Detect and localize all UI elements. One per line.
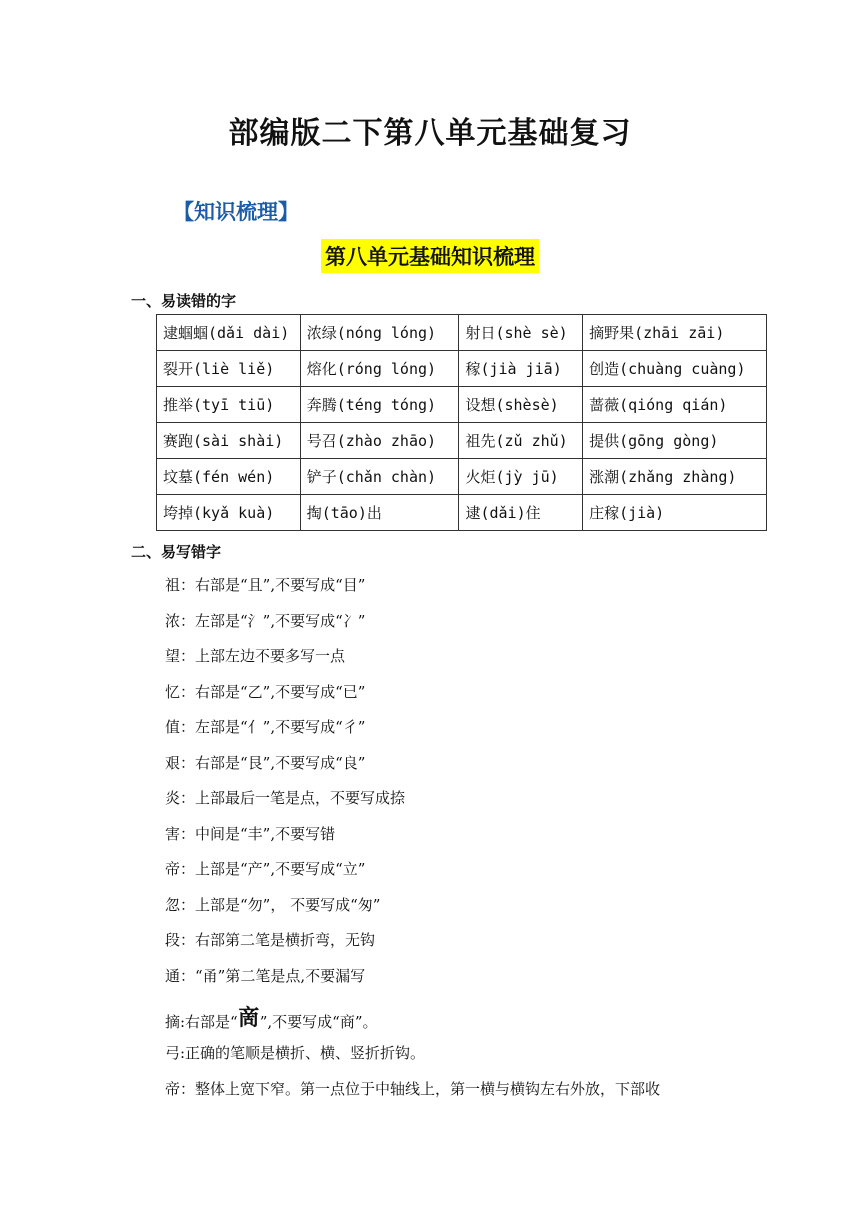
list-item: 弓:正确的笔顺是横折、横、竖折折钩。 — [165, 1044, 426, 1062]
list-item: 值：左部是“亻”,不要写成“彳” — [165, 718, 366, 736]
rule-prefix: 摘:右部是“ — [165, 1013, 238, 1031]
table-row — [157, 351, 767, 387]
rules-list — [165, 573, 660, 1112]
large-character: 啇 — [237, 1005, 260, 1031]
list-item: 忆：右部是“乙”,不要写成“已” — [165, 682, 366, 701]
table-row — [157, 387, 767, 423]
table-cell: 射日(shè sè) — [459, 315, 583, 351]
table-cell: 火炬(jỳ jū) — [459, 459, 583, 495]
subtitle-highlight: 第八单元基础知识梳理 — [321, 239, 539, 273]
table-cell: 垮掉(kyǎ kuà) — [157, 495, 301, 531]
table-row — [157, 315, 767, 351]
table-row — [157, 495, 767, 531]
table-cell: 赛跑(sài shài) — [157, 423, 301, 459]
list-item: 帝：上部是“产”,不要写成“立” — [165, 860, 366, 878]
list-item: 祖：右部是“且”,不要写成“目” — [165, 576, 366, 594]
table-cell: 涨潮(zhǎng zhàng) — [583, 459, 767, 495]
table-cell: 逮(dǎi)住 — [459, 495, 583, 531]
list-item: 帝：整体上宽下窄。第一点位于中轴线上，第一横与横钩左右外放，下部收 — [165, 1079, 661, 1098]
section2-heading: 二、易写错字 — [131, 543, 222, 561]
table-cell: 推举(tyī tiū) — [157, 387, 301, 423]
table-cell: 坟墓(fén wén) — [157, 459, 301, 495]
table-cell: 祖先(zǔ zhǔ) — [459, 423, 583, 459]
table-cell: 逮蝈蝈(dǎi dài) — [157, 315, 301, 351]
rule-suffix: ”,不要写成“商”。 — [259, 1013, 378, 1031]
list-item — [165, 999, 660, 1041]
table-row — [157, 459, 767, 495]
list-item: 浓：左部是“氵”,不要写成“冫” — [165, 611, 366, 630]
table-cell: 铲子(chǎn chàn) — [300, 459, 459, 495]
table-cell: 提供(gōng gòng) — [583, 423, 767, 459]
table-cell: 掏(tāo)出 — [300, 495, 459, 531]
list-item: 炎：上部最后一笔是点，不要写成捺 — [165, 789, 406, 807]
word-table — [156, 314, 767, 531]
table-cell: 设想(shèsè) — [459, 387, 583, 423]
table-cell: 庄稼(jià) — [583, 495, 767, 531]
list-item: 望：上部左边不要多写一点 — [165, 647, 346, 665]
page-title: 部编版二下第八单元基础复习 — [228, 116, 632, 151]
list-item: 害：中间是“丰”,不要写错 — [165, 824, 336, 843]
list-item: 忽：上部是“勿”， 不要写成“匆” — [165, 895, 381, 914]
table-cell: 奔腾(téng tóng) — [300, 387, 459, 423]
table-cell: 创造(chuàng cuàng) — [583, 351, 767, 387]
table-cell: 熔化(róng lóng) — [300, 351, 459, 387]
table-cell: 蔷薇(qióng qián) — [583, 387, 767, 423]
table-cell: 稼(jià jiā) — [459, 351, 583, 387]
section1-heading: 一、易读错的字 — [131, 292, 237, 310]
list-item: 段：右部第二笔是横折弯，无钩 — [165, 931, 376, 949]
table-cell: 摘野果(zhāi zāi) — [583, 315, 767, 351]
list-item: 艰：右部是“艮”,不要写成“良” — [165, 753, 366, 772]
table-cell: 浓绿(nóng lóng) — [300, 315, 459, 351]
table-cell: 号召(zhào zhāo) — [300, 423, 459, 459]
section-tag: 【知识梳理】 — [173, 200, 299, 224]
list-item: 通：“甬”第二笔是点,不要漏写 — [165, 966, 366, 985]
table-row — [157, 423, 767, 459]
table-cell: 裂开(liè liě) — [157, 351, 301, 387]
subtitle-wrap — [0, 239, 860, 273]
